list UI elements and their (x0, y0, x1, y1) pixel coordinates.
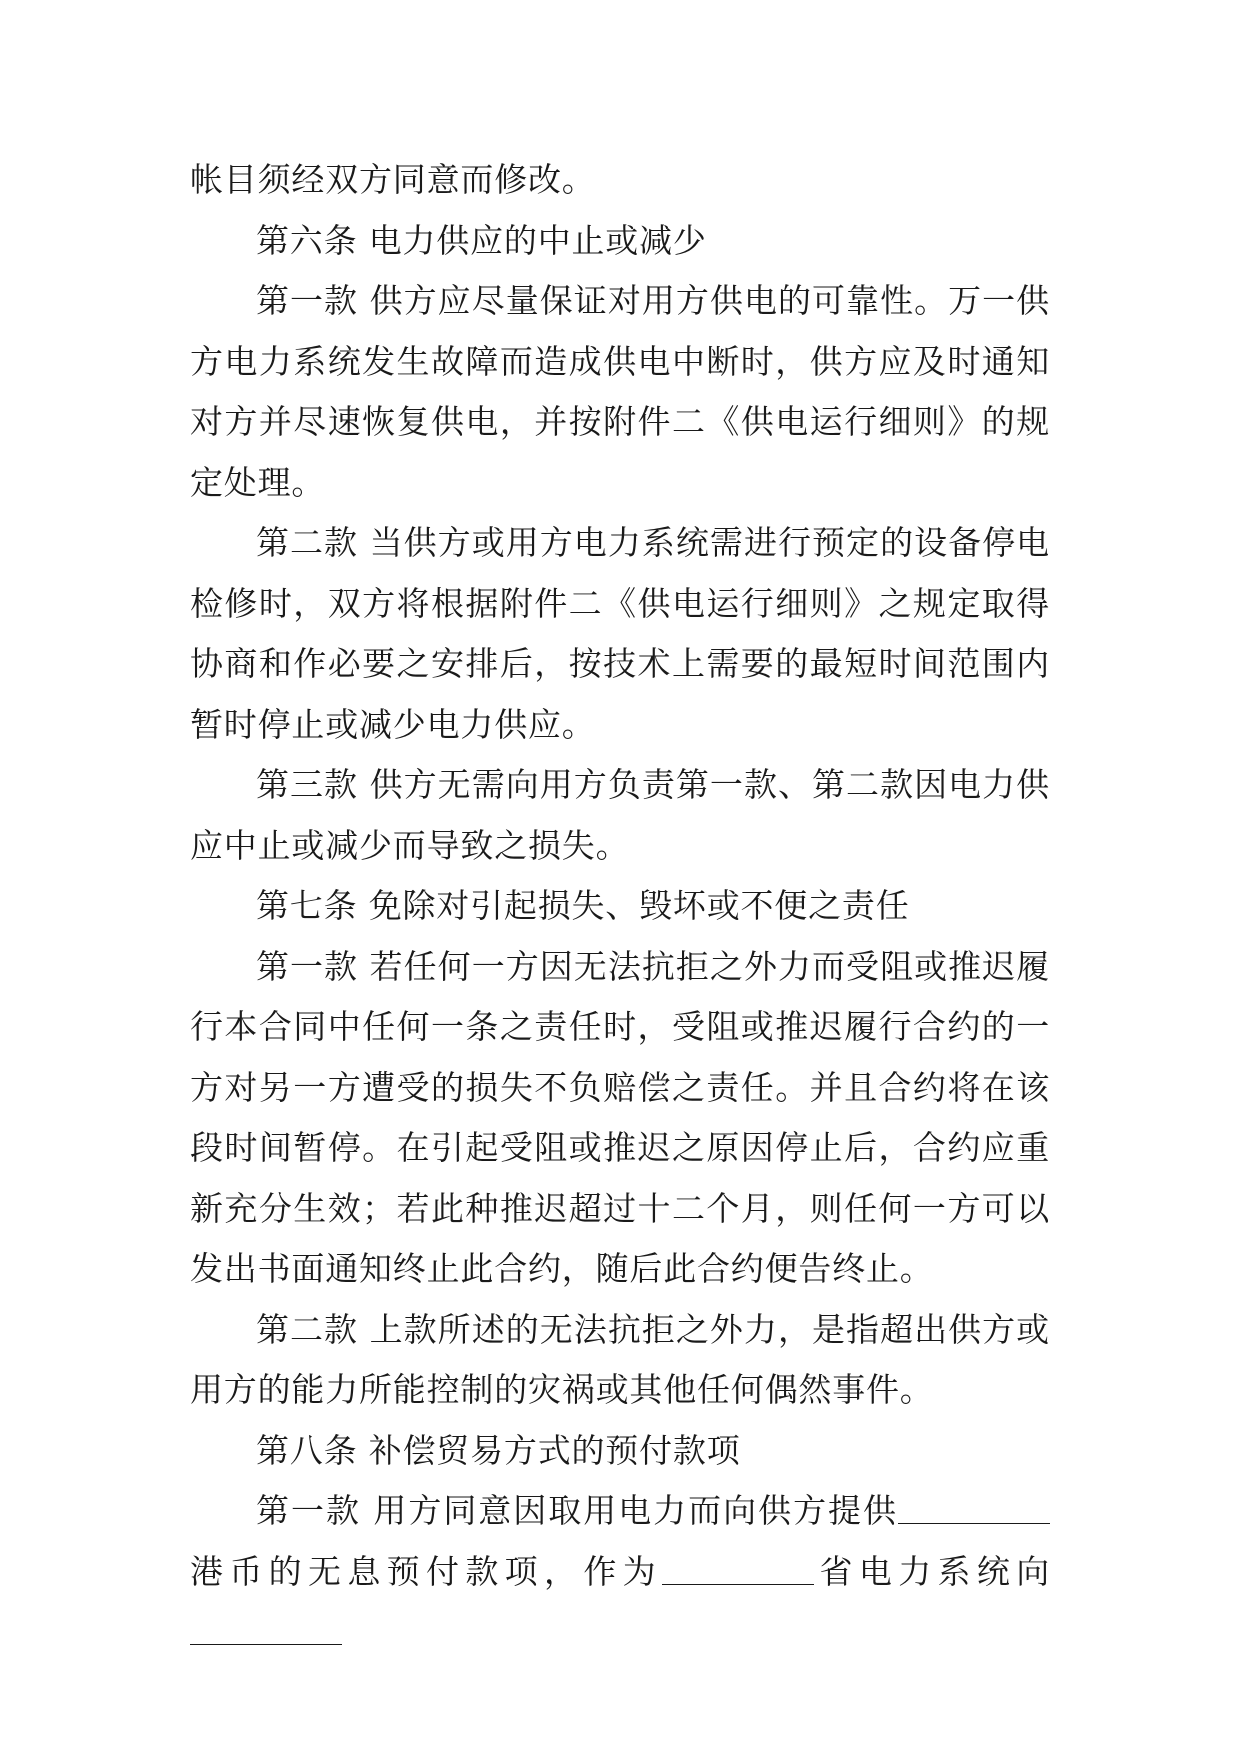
article-8-heading: 第八条 补偿贸易方式的预付款项 (256, 1430, 741, 1470)
paragraph: 第一款 供方应尽量保证对用方供电的可靠性。万一供方电力系统发生故障而造成供电中断时，供方应及时通知对方并尽速恢复供电，并按附件二《供电运行细则》的规定处理。 (190, 281, 1050, 502)
fill-in-blank (662, 1551, 814, 1585)
paragraph-with-blanks (190, 1481, 1050, 1663)
paragraph: 帐目须经双方同意而修改。 (190, 160, 596, 199)
paragraph: 第二款 当供方或用方电力系统需进行预定的设备停电检修时，双方将根据附件二《供电运行细则》之规定取得协商和作必要之安排后，按技术上需要的最短时间范围内暂时停止或减少电力供应。 (190, 523, 1050, 744)
paragraph: 第一款 若任何一方因无法抗拒之外力而受阻或推迟履行本合同中任何一条之责任时，受阻或推迟履行合约的一方对另一方遭受的损失不负赔偿之责任。并且合约将在该段时间暂停。在引起受阻或推迟之原因停止后，合约应重新充分生效；若此种推迟超过十二个月，则任何一方可以发出书面通知终止此合约，随后此合约便告终止。 (190, 946, 1050, 1288)
article-7-heading: 第七条 免除对引起损失、毁坏或不便之责任 (256, 886, 910, 925)
article-6-heading: 第六条 电力供应的中止或减少 (256, 220, 707, 260)
document-body (190, 150, 1050, 1663)
paragraph-segment: 第一款 用方同意因取用电力而向供方提供 (256, 1491, 898, 1530)
fill-in-blank (898, 1490, 1050, 1524)
fill-in-blank (190, 1611, 342, 1645)
paragraph-segment: 省电力系统向 (814, 1551, 1050, 1591)
paragraph: 第二款 上款所述的无法抗拒之外力，是指超出供方或用方的能力所能控制的灾祸或其他任何偶然事件。 (190, 1309, 1050, 1409)
paragraph: 第三款 供方无需向用方负责第一款、第二款因电力供应中止或减少而导致之损失。 (190, 765, 1050, 865)
paragraph-segment: 港币的无息预付款项，作为 (190, 1551, 662, 1591)
